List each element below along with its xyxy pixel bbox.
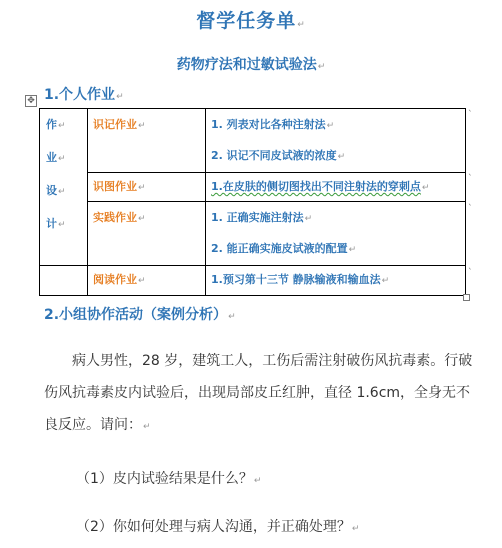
- task-item: 1. 列表对比各种注射法: [211, 118, 326, 131]
- row-label: 识记作业: [93, 118, 137, 131]
- row-content-cell: 1.预习第十三节 静脉输液和输血法↵: [206, 266, 466, 296]
- row-content-cell: 1. 列表对比各种注射法↵ 2. 识记不同皮试液的浓度↵: [206, 109, 466, 173]
- paragraph-mark-icon: ↵: [317, 62, 326, 72]
- row-label-cell: 识记作业↵: [88, 109, 206, 173]
- table-row: [40, 173, 466, 202]
- table-row: [40, 202, 466, 266]
- row-content-cell: 1. 正确实施注射法↵ 2. 能正确实施皮试液的配置↵: [206, 202, 466, 266]
- row-end-mark-icon: ˋ: [468, 110, 473, 120]
- section1-heading: 1.个人作业↵: [44, 87, 124, 103]
- section2-heading: 2.小组协作活动（案例分析）↵: [44, 307, 236, 323]
- paragraph-mark-icon: ↵: [297, 20, 306, 30]
- table-move-handle-icon[interactable]: ✥: [25, 95, 37, 107]
- case-paragraph: 病人男性，28 岁，建筑工人，工伤后需注射破伤风抗毒素。行破伤风抗毒素皮内试验后，出现局部皮丘红肿，直径 1.6cm，全身无不良反应。请问：↵: [44, 353, 473, 433]
- homework-design-cell: [40, 109, 88, 266]
- task-item: 2. 能正确实施皮试液的配置: [211, 242, 348, 255]
- table-resize-handle-icon[interactable]: [463, 294, 470, 301]
- paragraph-mark-icon: ↵: [116, 92, 124, 102]
- task-item: 2. 识记不同皮试液的浓度: [211, 149, 337, 162]
- empty-cell: [40, 266, 88, 296]
- table-row: [40, 266, 466, 296]
- row-label-cell: 阅读作业↵: [88, 266, 206, 296]
- question-1: （1）皮内试验结果是什么？↵: [76, 471, 262, 487]
- row-end-mark-icon: ˋ: [468, 204, 473, 214]
- row-end-mark-icon: ˋ: [468, 174, 473, 184]
- row-label: 识图作业: [93, 180, 137, 193]
- task-item: 1.在皮肤的侧切图找出不同注射法的穿刺点: [211, 180, 421, 193]
- col1-char: 业↵: [46, 151, 66, 164]
- row-label: 实践作业: [93, 211, 137, 224]
- document-title: 督学任务单↵: [196, 10, 306, 32]
- table-row: [40, 109, 466, 173]
- task-item: 1.预习第十三节 静脉输液和输血法: [211, 273, 381, 286]
- document-subtitle: 药物疗法和过敏试验法↵: [176, 57, 326, 73]
- row-label-cell: 识图作业↵: [88, 173, 206, 202]
- task-item: 1. 正确实施注射法: [211, 211, 304, 224]
- col1-char: 计↵: [46, 217, 66, 230]
- row-end-mark-icon: ˋ: [468, 268, 473, 278]
- paragraph-mark-icon: ↵: [253, 476, 262, 486]
- col1-char: 作↵: [46, 118, 66, 131]
- paragraph-mark-icon: ↵: [351, 524, 360, 534]
- paragraph-mark-icon: ↵: [143, 422, 151, 432]
- row-label: 阅读作业: [93, 273, 137, 286]
- row-label-cell: 实践作业↵: [88, 202, 206, 266]
- row-content-cell: 1.在皮肤的侧切图找出不同注射法的穿刺点↵: [206, 173, 466, 202]
- col1-char: 设↵: [46, 184, 66, 197]
- question-2: （2）你如何处理与病人沟通，并正确处理？↵: [76, 519, 360, 535]
- task-table: [39, 108, 466, 296]
- paragraph-mark-icon: ↵: [228, 312, 236, 322]
